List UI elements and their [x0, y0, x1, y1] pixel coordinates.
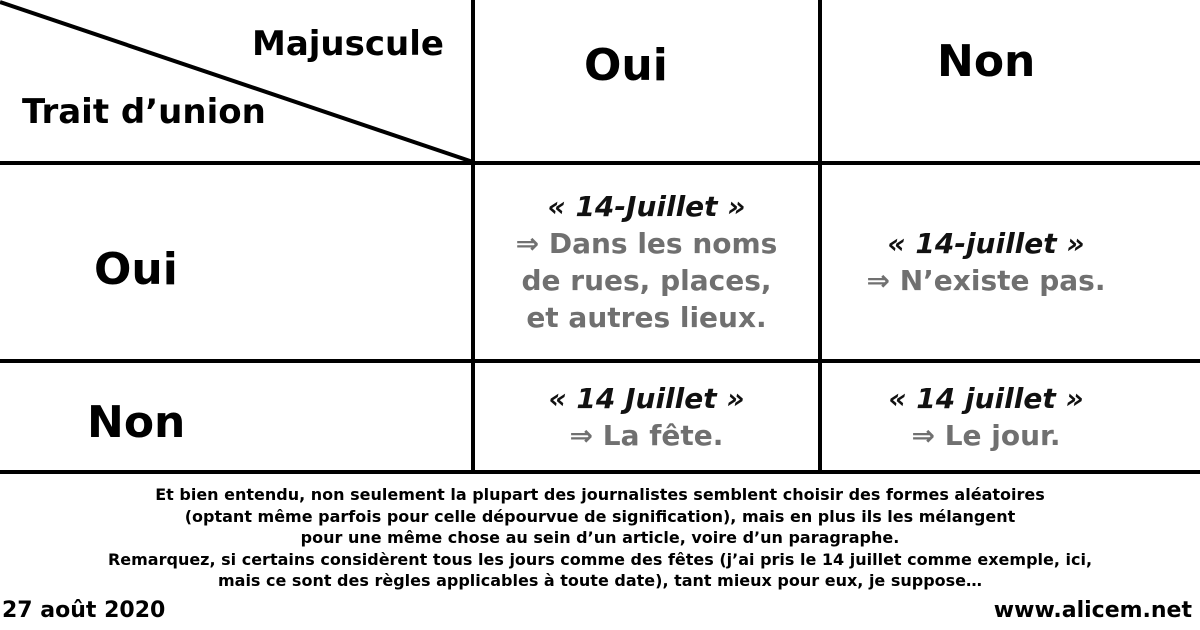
column-header-oui: Oui — [584, 40, 668, 91]
cell-description-line: ⇒ N’existe pas. — [866, 264, 1106, 297]
grid-line-table-bottom — [0, 470, 1200, 474]
cell-description-line: ⇒ Dans les noms — [515, 227, 778, 260]
note-line: pour une même chose au sein d’un article, voire d’un paragraphe. — [300, 528, 900, 548]
cell-description-line: ⇒ La fête. — [569, 418, 724, 452]
cell-description-line: et autres lieux. — [526, 301, 767, 334]
footer-site: www.alicem.net — [993, 598, 1192, 623]
row-header-oui: Oui — [94, 244, 178, 295]
note-line: (optant même parfois pour celle dépourvue de signification), mais en plus ils les mélangent — [184, 506, 1016, 526]
note-paragraph — [0, 484, 1200, 592]
cell-trait-oui-majuscule-oui — [475, 165, 818, 359]
note-line: mais ce sont des règles applicables à toute date), tant mieux pour eux, je suppose… — [217, 571, 983, 591]
note-line: Remarquez, si certains considèrent tous les jours comme des fêtes (j’ai pris le 14 juillet comme exemple, ici, — [107, 549, 1093, 569]
column-header-non: Non — [937, 36, 1036, 87]
cell-trait-non-majuscule-non — [822, 363, 1150, 470]
cell-description-line: ⇒ Le jour. — [911, 418, 1061, 452]
cell-trait-oui-majuscule-non — [822, 165, 1150, 359]
cell-description-line: de rues, places, — [521, 264, 772, 297]
cell-term: « 14-juillet » — [887, 227, 1085, 260]
cell-trait-non-majuscule-oui — [475, 363, 818, 470]
footer-date: 27 août 2020 — [2, 598, 166, 623]
row-header-non: Non — [87, 397, 186, 448]
cell-term: « 14 Juillet » — [548, 381, 745, 415]
cell-term: « 14-Juillet » — [547, 190, 746, 223]
note-line: Et bien entendu, non seulement la plupart des journalistes semblent choisir des formes aléatoires — [155, 485, 1045, 504]
corner-label-majuscule: Majuscule — [252, 24, 444, 64]
cell-term: « 14 juillet » — [888, 381, 1084, 415]
corner-label-trait-union: Trait d’union — [22, 92, 266, 132]
